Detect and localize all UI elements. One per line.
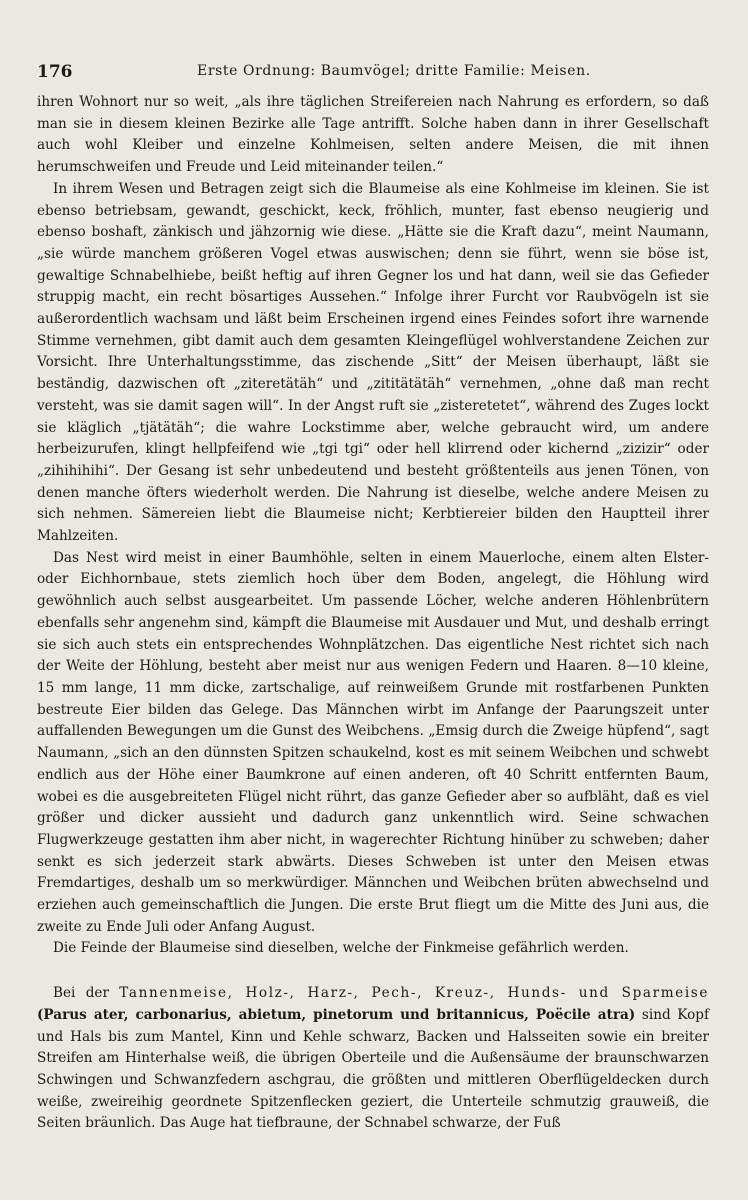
section-lead: Bei der: [53, 985, 109, 1002]
page-number: 176: [37, 62, 73, 82]
body-text: [37, 92, 709, 1135]
running-head: Erste Ordnung: Baumvögel; dritte Familie: Meisen.: [197, 63, 591, 79]
species-german-names: Tannenmeise, Holz-, Harz-, Pech-, Kreuz-, Hunds- und Sparmeise: [119, 985, 709, 1002]
paragraph-continuation: ihren Wohnort nur so weit, „als ihre täglichen Streifereien nach Nahrung es erfordern, so daß man sie in diesem kleinen Bezirke alle Tage antrifft. Solche haben dann in ihrer Gesellschaft auch wohl Kleiber und einzelne Kohlmeisen, selten andere Meisen, die mit ihnen herumschweifen und Freude und Leid miteinander teilen.“: [37, 94, 709, 176]
section-description: sind Kopf und Hals bis zum Mantel, Kinn und Kehle schwarz, Backen und Halsseiten sowie ein breiter Streifen am Hinterhalse weiß, die übrigen Oberteile und die Außensäume der braunschwarzen Schwingen und Schwanzfedern aschgrau, die größten und mittleren Oberflügeldecken durch weiße, zweireihig geordnete Spitzenflecken geziert, die Unterteile schmutzig grauweiß, die Seiten bräunlich. Das Auge hat tiefbraune, der Schnabel schwarze, der Fuß: [37, 1006, 710, 1132]
paragraph-enemies: Die Feinde der Blaumeise sind dieselben, welche der Finkmeise gefährlich werden.: [53, 940, 629, 957]
paragraph-behavior: In ihrem Wesen und Betragen zeigt sich die Blaumeise als eine Kohlmeise im kleinen. Sie ist ebenso betriebsam, gewandt, geschickt, keck, fröhlich, munter, fast ebenso neugierig und ebenso boshaft, zänkisch und jähzornig wie diese. „Hätte sie die Kraft dazu“, meint Naumann, „sie würde manchem größeren Vogel etwas auswischen; denn sie führt, wenn sie böse ist, gewaltige Schnabelhiebe, beißt heftig auf ihren Gegner los und hat dann, weil sie das Gefieder struppig macht, ein recht bösartiges Aussehen.“ Infolge ihrer Furcht vor Raubvögeln ist sie außerordentlich wachsam und läßt beim Erscheinen irgend eines Feindes sofort ihre warnende Stimme vernehmen, gibt damit auch dem gesamten Kleingeflügel wohlverstandene Zeichen zur Vorsicht. Ihre Unterhaltungsstimme, das zischende „Sitt“ der Meisen überhaupt, läßt sie beständig, dazwischen oft „ziteretätäh“ und „zititätätäh“ vernehmen, „ohne daß man recht versteht, was sie damit sagen will“. In der Angst ruft sie „zisteretetet“, während des Zuges lockt sie kläglich „tjätätäh“; die wahre Lockstimme aber, welche gebraucht wird, um andere herbeizurufen, klingt hellpfeifend wie „tgi tgi“ oder hell klirrend oder kichernd „zizizir“ oder „zihihihihi“. Der Gesang ist sehr unbedeutend und besteht größtenteils aus jenen Tönen, von denen manche öfters wiederholt werden. Die Nahrung ist dieselbe, welche andere Meisen zu sich nehmen. Sämereien liebt die Blaumeise nicht; Kerbtiereier bilden den Hauptteil ihrer Mahlzeiten.: [37, 180, 709, 545]
paragraph-nest: Das Nest wird meist in einer Baumhöhle, selten in einem Mauerloche, einem alten Elster- oder Eichhornbaue, stets ziemlich hoch über dem Boden, angelegt, die Höhlung wird gewöhnlich auch selbst ausgearbeitet. Um passende Löcher, welche anderen Höhlenbrütern ebenfalls sehr angenehm sind, kämpft die Blaumeise mit Ausdauer und Mut, und deshalb erringt sie sich auch stets ein entsprechendes Wohnplätzchen. Das eigentliche Nest richtet sich nach der Weite der Höhlung, besteht aber meist nur aus wenigen Federn und Haaren. 8—10 kleine, 15 mm lange, 11 mm dicke, zartschalige, auf reinweißem Grunde mit rostfarbenen Punkten bestreute Eier bilden das Gelege. Das Männchen wirbt im Anfange der Paarungszeit unter auffallenden Bewegungen um die Gunst des Weibchens. „Emsig durch die Zweige hüpfend“, sagt Naumann, „sich an den dünnsten Spitzen schaukelnd, kost es mit seinem Weibchen und schwebt endlich aus der Höhe einer Baumkrone auf einen anderen, oft 40 Schritt entfernten Baum, wobei es die ausgebreiteten Flügel nicht rührt, das ganze Gefieder aber so aufbläht, daß es viel größer und dicker aussieht und dadurch ganz unkenntlich wird. Seine schwachen Flugwerkzeuge gestatten ihm aber nicht, in wagerechter Richtung hinüber zu schweben; daher senkt es sich jederzeit stark abwärts. Dieses Schweben ist unter den Meisen etwas Fremdartiges, deshalb um so merkwürdiger. Männchen und Weibchen brüten abwechselnd und erziehen auch gemeinschaftlich die Jungen. Die erste Brut fliegt um die Mitte des Juni aus, die zweite zu Ende Juli oder Anfang August.: [37, 549, 709, 935]
paragraph-tannenmeise: [37, 983, 709, 1135]
page-header: [37, 62, 717, 84]
species-latin-names: (Parus ater, carbonarius, abietum, pinetorum und britannicus, Poëcile atra): [37, 1006, 636, 1023]
